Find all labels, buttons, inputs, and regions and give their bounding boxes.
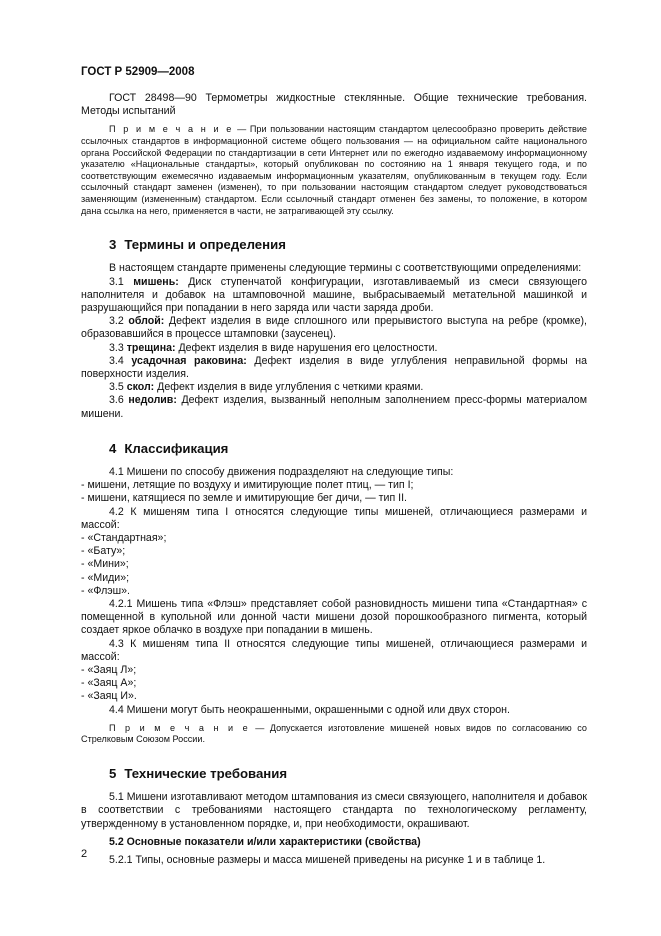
term-name: недолив: — [128, 394, 177, 407]
term-definition: Дефект изделия в виде углубления с четкими краями. — [154, 381, 424, 394]
page-number: 2 — [81, 848, 88, 860]
term-3-4 — [81, 355, 587, 381]
section-5-heading — [81, 767, 587, 780]
reference-gost-28498: ГОСТ 28498—90 Термометры жидкостные стеклянные. Общие технические требования. Методы испытаний — [81, 92, 587, 118]
term-number: 3.6 — [109, 394, 124, 407]
clause-4-3: 4.3 К мишеням типа II относятся следующие типы мишеней, отличающиеся размерами и массой: — [81, 637, 587, 663]
clause-4-2-1: 4.2.1 Мишень типа «Флэш» представляет собой разновидность мишени типа «Стандартная» с помещенной в купольной или донной части мишени дозой порошкообразного пигмента, который создает яркое облачко в воздухе при попадании в мишень. — [81, 598, 587, 637]
section-title: Технические требования — [124, 766, 288, 782]
term-3-6 — [81, 394, 587, 420]
references-note — [81, 124, 587, 217]
term-3-1 — [81, 276, 587, 316]
running-header: ГОСТ Р 52909—2008 — [81, 66, 195, 78]
term-3-3 — [81, 342, 587, 355]
term-name: мишень: — [133, 275, 179, 288]
classification-note — [81, 723, 587, 746]
list-item: - «Мини»; — [81, 558, 129, 571]
note-label: П р и м е ч а н и е — [109, 722, 250, 733]
section-number: 4 — [109, 440, 117, 456]
list-item: - «Стандартная»; — [81, 532, 167, 545]
term-number: 3.3 — [109, 341, 124, 354]
section-3-heading — [81, 238, 587, 251]
clause-5-2-1: 5.2.1 Типы, основные размеры и масса мишеней приведены на рисунке 1 и в таблице 1. — [109, 854, 546, 867]
page-body — [81, 92, 587, 867]
section-3-intro: В настоящем стандарте применены следующие термины с соответствующими определениями: — [109, 262, 582, 275]
term-name: трещина: — [126, 341, 176, 354]
clause-4-2: 4.2 К мишеням типа I относятся следующие типы мишеней, отличающиеся размерами и массой: — [81, 505, 587, 531]
term-name: скол: — [126, 381, 155, 394]
section-title: Классификация — [124, 440, 229, 456]
term-name: усадочная раковина: — [131, 354, 247, 367]
term-definition: Дефект изделия в виде сплошного или прерывистого выступа на ребре (кромке), образовавшийся в процессе штамповки (заусенец). — [81, 315, 588, 341]
section-number: 3 — [109, 237, 117, 253]
term-definition: Диск ступенчатой конфигурации, изготавливаемый из смеси связующего наполнителя и добавок на штамповочной машине, выбрасываемый метательной машинкой и разрушающийся при попадании в него заряда или части заряда дроби. — [81, 275, 587, 314]
term-name: облой: — [128, 315, 165, 328]
section-4-heading — [81, 442, 587, 455]
note-text: — При пользовании настоящим стандартом целесообразно проверить действие ссылочных стандартов в информационной системе общего пользования — на официальном сайте национального органа Российской Федерации по стандартизации в сети Интернет или по ежегодно издаваемому информационному указателю «Национальные стандарты», который опубликован по состоянию на 1 января текущего года, и по соответствующим ежемесячно издаваемым информационным указателям, опубликованным в текущем году. Если ссылочный стандарт заменен (изменен), то при пользовании настоящим стандартом следует руководствоваться заменяющим (измененным) стандартом. Если ссылочный стандарт отменен без замены, то положение, в котором дана ссылка на него, применяется в части, не затрагивающей эту ссылку. — [81, 124, 587, 216]
list-item: - мишени, летящие по воздуху и имитирующие полет птиц, — тип I; — [81, 479, 414, 492]
list-item: - мишени, катящиеся по земле и имитирующие бег дичи, — тип II. — [81, 492, 407, 505]
term-number: 3.2 — [109, 315, 124, 328]
clause-5-2-heading: 5.2 Основные показатели и/или характеристики (свойства) — [109, 835, 421, 848]
section-number: 5 — [109, 766, 117, 782]
term-definition: Дефект изделия в виде углубления неправильной формы на поверхности изделия. — [81, 354, 587, 380]
list-item: - «Заяц И». — [81, 690, 137, 703]
list-item: - «Заяц А»; — [81, 677, 137, 690]
term-number: 3.5 — [109, 381, 124, 394]
note-text: — Допускается изготовление мишеней новых видов по согласованию со Стрелковым Союзом России. — [81, 722, 587, 745]
clause-4-4: 4.4 Мишени могут быть неокрашенными, окрашенными с одной или двух сторон. — [109, 703, 510, 716]
clause-5-1: 5.1 Мишени изготавливают методом штампования из смеси связующего, наполнителя и добавок в соответствии с требованиями настоящего стандарта по технологическому регламенту, утвержденному в установленном порядке, и, при необходимости, окрашивают. — [81, 791, 587, 830]
term-3-2 — [81, 315, 587, 341]
term-number: 3.1 — [109, 275, 124, 288]
term-definition: Дефект изделия, вызванный неполным заполнением пресс-формы материалом мишени. — [81, 394, 587, 420]
clause-4-1: 4.1 Мишени по способу движения подразделяют на следующие типы: — [109, 466, 454, 478]
list-item: - «Флэш». — [81, 584, 130, 597]
list-item: - «Заяц Л»; — [81, 664, 137, 677]
term-3-5 — [81, 381, 587, 394]
term-number: 3.4 — [109, 354, 124, 367]
list-item: - «Бату»; — [81, 545, 126, 558]
term-definition: Дефект изделия в виде нарушения его целостности. — [175, 341, 438, 354]
section-title: Термины и определения — [124, 237, 286, 253]
note-label: П р и м е ч а н и е — [109, 124, 234, 135]
list-item: - «Миди»; — [81, 571, 130, 584]
